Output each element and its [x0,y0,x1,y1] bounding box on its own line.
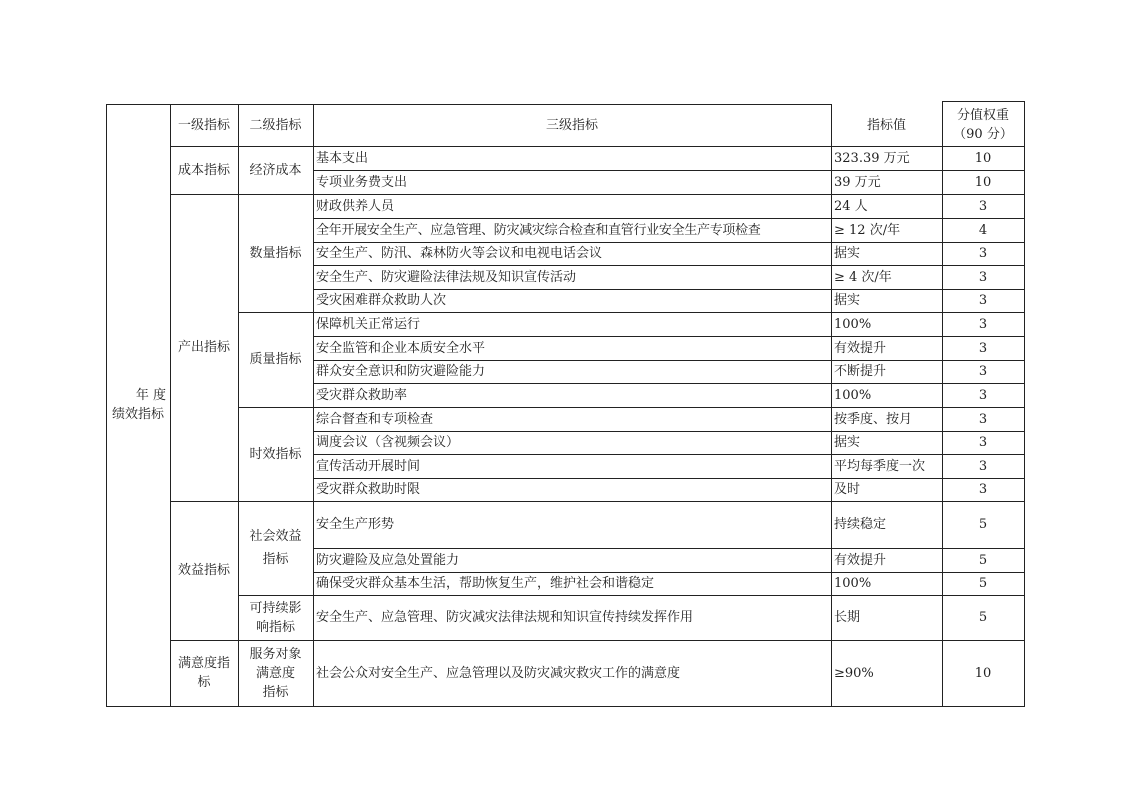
row-item: 调度会议（含视频会议） [316,435,460,450]
grid-line [942,101,1025,102]
level1-benefit: 效益指标 [177,563,230,578]
grid-line [313,289,1025,290]
row-value: 有效提升 [834,340,887,356]
grid-line [313,218,1025,219]
row-value: 100% [834,387,872,403]
row-item: 社会公众对安全生产、应急管理以及防灾减灾救灾工作的满意度 [316,665,681,681]
row-score: 4 [978,222,988,238]
row-score: 5 [978,576,988,591]
row-score: 3 [978,458,988,474]
row-score: 3 [978,482,988,497]
row-value: 据实 [834,246,861,261]
level2-quantity: 数量指标 [249,245,302,261]
row-value: 长期 [834,610,861,625]
row-score: 10 [974,150,992,166]
row-value: 按季度、按月 [834,411,913,427]
row-score: 5 [978,552,988,568]
row-item: 基本支出 [316,150,369,166]
level1-satisfaction [170,640,238,706]
row-value: 持续稳定 [834,517,887,532]
row-score: 3 [978,387,988,403]
grid-line [313,454,1025,455]
row-value: 平均每季度一次 [834,458,926,474]
level1-output: 产出指标 [177,340,230,355]
header-level1: 一级指标 [177,117,230,133]
grid-line [106,104,107,707]
row-item: 安全生产形势 [316,517,395,532]
row-item: 保障机关正常运行 [316,316,421,332]
header-level2: 二级指标 [249,117,302,133]
row-item: 确保受灾群众基本生活，帮助恢复生产，维护社会和谐稳定 [316,576,655,591]
grid-line [313,548,1025,549]
row-item: 防灾避险及应急处置能力 [316,552,460,568]
level2-service-satisfaction [238,640,313,706]
grid-line [238,595,1025,596]
grid-line [170,501,1025,502]
level2-service-line1: 服务对象 [249,646,302,662]
level2-sustain-line1: 可持续影 [249,600,302,616]
row-item: 群众安全意识和防灾避险能力 [316,364,486,379]
row-item: 财政供养人员 [316,198,395,214]
grid-line [170,640,1025,641]
grid-line [170,194,1025,195]
level2-sustainability [238,595,313,640]
row-score: 3 [978,198,988,214]
row-value: 100% [834,576,872,591]
row-item: 安全生产、防灾避险法律法规及知识宣传活动 [316,269,577,285]
row-value: 24 人 [834,198,868,214]
level2-service-line2: 满意度 [255,665,295,681]
row-value: 323.39 万元 [834,150,910,166]
row-value: 及时 [834,482,861,497]
row-score: 3 [978,411,988,427]
grid-line [313,360,1025,361]
grid-line [313,170,1025,171]
row-score: 3 [978,293,988,308]
row-value: 39 万元 [834,174,881,190]
row-item: 安全生产、应急管理、防灾减灾法律法规和知识宣传持续发挥作用 [316,610,694,625]
row-score: 3 [978,316,988,332]
row-score: 5 [978,610,988,625]
row-value: 据实 [834,293,861,308]
row-item: 受灾群众救助时限 [316,482,421,497]
grid-line [1024,101,1025,707]
header-weight-line1: 分值权重 [956,108,1009,123]
row-score: 3 [978,269,988,285]
row-score: 3 [978,246,988,261]
row-value: ≥ 12 次/年 [834,222,901,238]
row-value: 不断提升 [834,364,887,379]
row-value: ≥90% [834,665,874,681]
row-value: 100% [834,316,872,332]
level2-service-line3: 指标 [262,684,289,700]
row-value: ≥ 4 次/年 [834,269,892,285]
grid-line [313,572,1025,573]
grid-line [238,312,1025,313]
level2-quality: 质量指标 [249,352,302,367]
level1-satisfaction-line1: 满意度指 [177,656,230,671]
grid-line [313,478,1025,479]
grid-line [170,146,1025,147]
grid-line [313,383,1025,384]
row-score: 3 [978,364,988,379]
row-score: 3 [978,435,988,450]
row-value: 有效提升 [834,552,887,568]
header-target-value: 指标值 [866,117,906,133]
grid-line [106,104,832,105]
row-item: 专项业务费支出 [316,174,408,190]
level2-social-benefit [238,501,313,595]
level2-sustain-line2: 响指标 [255,619,295,635]
header-weight [942,104,1024,146]
grid-line [942,101,943,707]
grid-line [106,706,1025,707]
level2-timeliness: 时效指标 [249,446,302,462]
row-item: 全年开展安全生产、应急管理、防灾减灾综合检查和直管行业安全生产专项检查 [316,222,761,238]
level2-social-line2: 指标 [262,552,289,567]
row-item: 受灾群众救助率 [316,387,408,403]
row-value: 据实 [834,435,861,450]
row-score: 3 [978,340,988,356]
grid-line [238,407,1025,408]
year-label-line2: 绩效指标 [111,407,164,422]
grid-line [313,336,1025,337]
row-item: 综合督查和专项检查 [316,411,434,427]
row-item: 受灾困难群众救助人次 [316,293,447,308]
grid-line [313,242,1025,243]
row-score: 10 [974,174,992,190]
grid-line [313,431,1025,432]
grid-line [313,265,1025,266]
level2-economic-cost: 经济成本 [249,162,302,178]
level1-satisfaction-line2: 标 [197,675,211,690]
year-performance-label [106,104,170,706]
header-weight-line2: （90 分） [953,127,1013,142]
row-item: 安全监管和企业本质安全水平 [316,340,486,356]
row-item: 宣传活动开展时间 [316,458,421,474]
level1-cost: 成本指标 [177,162,230,178]
row-score: 10 [974,665,992,681]
level2-social-line1: 社会效益 [249,529,302,544]
header-level3: 三级指标 [545,117,598,133]
row-item: 安全生产、防汛、森林防火等会议和电视电话会议 [316,246,603,261]
row-score: 5 [978,517,988,532]
year-label-line1: 年 度 [135,388,167,403]
